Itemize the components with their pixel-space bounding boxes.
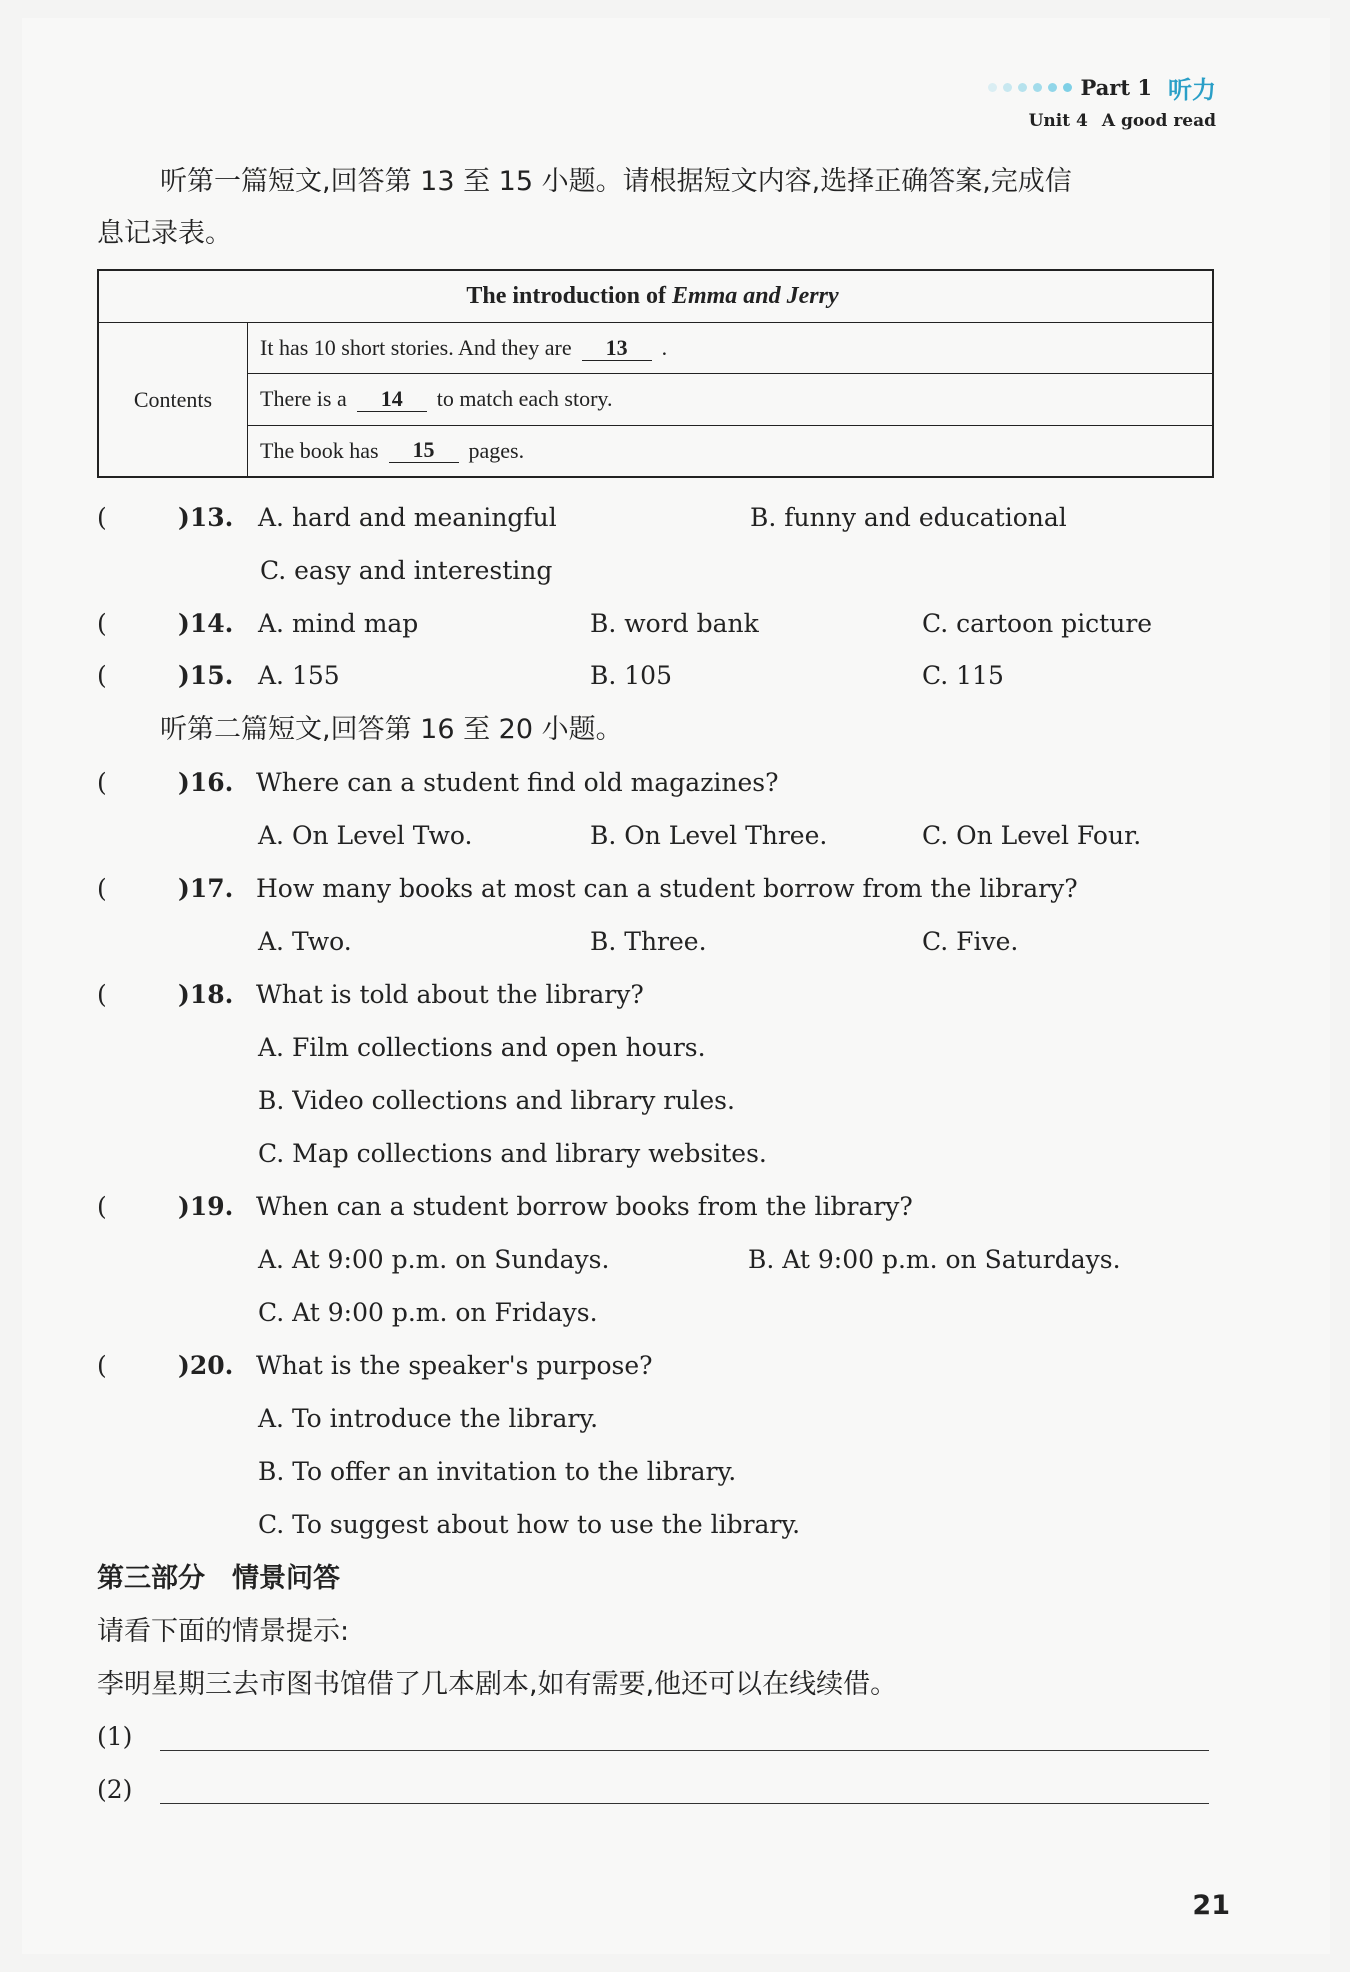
table-title-prefix: The introduction of	[466, 283, 666, 309]
section-3-scenario: 李明星期三去市图书馆借了几本剧本,如有需要,他还可以在线续借。	[97, 1669, 898, 1700]
table-title	[99, 271, 1212, 323]
option-18b[interactable]: B. Video collections and library rules.	[258, 1086, 735, 1115]
option-15a[interactable]: A. 155	[258, 661, 340, 690]
row-text: It has 10 short stories. And they are	[260, 335, 572, 361]
option-17c[interactable]: C. Five.	[922, 927, 1019, 956]
question-number-17: )17.	[178, 874, 234, 903]
question-stem-18: What is told about the library?	[256, 980, 644, 1009]
instruction-line-1: 听第一篇短文,回答第 13 至 15 小题。请根据短文内容,选择正确答案,完成信	[160, 166, 1072, 197]
section-3-prompt: 请看下面的情景提示:	[97, 1616, 350, 1647]
question-stem-19: When can a student borrow books from the library?	[256, 1192, 913, 1221]
answer-paren-18[interactable]: (	[97, 980, 107, 1009]
row-text: to match each story.	[436, 386, 613, 412]
unit-number: Unit 4	[1028, 111, 1088, 131]
question-number-18: )18.	[178, 980, 234, 1009]
answer-paren-17[interactable]: (	[97, 874, 107, 903]
part-label: Part 1	[1080, 75, 1152, 100]
option-18c[interactable]: C. Map collections and library websites.	[258, 1139, 767, 1168]
answer-item-2-label: (2)	[97, 1775, 133, 1804]
decorative-dots-icon	[988, 83, 1072, 92]
option-13b[interactable]: B. funny and educational	[750, 503, 1067, 532]
question-number-15: )15.	[178, 661, 234, 690]
answer-paren-13[interactable]: (	[97, 503, 107, 532]
question-number-16: )16.	[178, 768, 234, 797]
answer-line-1[interactable]	[160, 1750, 1209, 1751]
question-number-20: )20.	[178, 1351, 234, 1380]
option-20c[interactable]: C. To suggest about how to use the library.	[258, 1510, 801, 1539]
passage-2-instruction: 听第二篇短文,回答第 16 至 20 小题。	[160, 714, 623, 745]
question-stem-17: How many books at most can a student borrow from the library?	[256, 874, 1078, 903]
option-16c[interactable]: C. On Level Four.	[922, 821, 1142, 850]
answer-blank-15[interactable]: 15	[389, 438, 459, 463]
option-15c[interactable]: C. 115	[922, 661, 1004, 690]
table-title-book: Emma and Jerry	[671, 283, 839, 309]
answer-paren-19[interactable]: (	[97, 1192, 107, 1221]
row-text: The book has	[260, 437, 379, 463]
question-stem-16: Where can a student find old magazines?	[256, 768, 779, 797]
table-row	[248, 374, 1212, 425]
option-20b[interactable]: B. To offer an invitation to the library.	[258, 1457, 737, 1486]
option-20a[interactable]: A. To introduce the library.	[258, 1404, 599, 1433]
unit-title: A good read	[1101, 111, 1216, 131]
option-19a[interactable]: A. At 9:00 p.m. on Sundays.	[258, 1245, 610, 1274]
answer-paren-20[interactable]: (	[97, 1351, 107, 1380]
answer-line-2[interactable]	[160, 1803, 1209, 1804]
instruction-line-2: 息记录表。	[97, 218, 232, 249]
table-row	[248, 323, 1212, 374]
table-row-label: Contents	[99, 323, 248, 476]
option-17b[interactable]: B. Three.	[590, 927, 707, 956]
question-number-13: )13.	[178, 503, 234, 532]
question-stem-20: What is the speaker's purpose?	[256, 1351, 653, 1380]
page-header	[988, 70, 1216, 131]
answer-item-1-label: (1)	[97, 1722, 133, 1751]
row-text: .	[661, 335, 668, 361]
answer-paren-16[interactable]: (	[97, 768, 107, 797]
option-16a[interactable]: A. On Level Two.	[258, 821, 473, 850]
option-17a[interactable]: A. Two.	[258, 927, 352, 956]
option-19c[interactable]: C. At 9:00 p.m. on Fridays.	[258, 1298, 598, 1327]
option-19b[interactable]: B. At 9:00 p.m. on Saturdays.	[748, 1245, 1121, 1274]
option-15b[interactable]: B. 105	[590, 661, 672, 690]
option-13c[interactable]: C. easy and interesting	[260, 556, 553, 585]
question-number-19: )19.	[178, 1192, 234, 1221]
answer-paren-15[interactable]: (	[97, 661, 107, 690]
option-18a[interactable]: A. Film collections and open hours.	[258, 1033, 706, 1062]
option-14b[interactable]: B. word bank	[590, 609, 759, 638]
answer-blank-14[interactable]: 14	[357, 387, 427, 412]
question-number-14: )14.	[178, 609, 234, 638]
page-number: 21	[1192, 1890, 1230, 1921]
info-record-table	[97, 269, 1214, 478]
option-14a[interactable]: A. mind map	[258, 609, 419, 638]
option-16b[interactable]: B. On Level Three.	[590, 821, 828, 850]
answer-paren-14[interactable]: (	[97, 609, 107, 638]
table-row	[248, 426, 1212, 476]
part-chinese-label: 听力	[1168, 76, 1216, 104]
answer-blank-13[interactable]: 13	[582, 336, 652, 361]
row-text: pages.	[468, 437, 525, 463]
row-text: There is a	[260, 386, 347, 412]
option-14c[interactable]: C. cartoon picture	[922, 609, 1153, 638]
option-13a[interactable]: A. hard and meaningful	[258, 503, 557, 532]
unit-label	[988, 111, 1216, 131]
section-3-title: 第三部分 情景问答	[97, 1563, 340, 1594]
